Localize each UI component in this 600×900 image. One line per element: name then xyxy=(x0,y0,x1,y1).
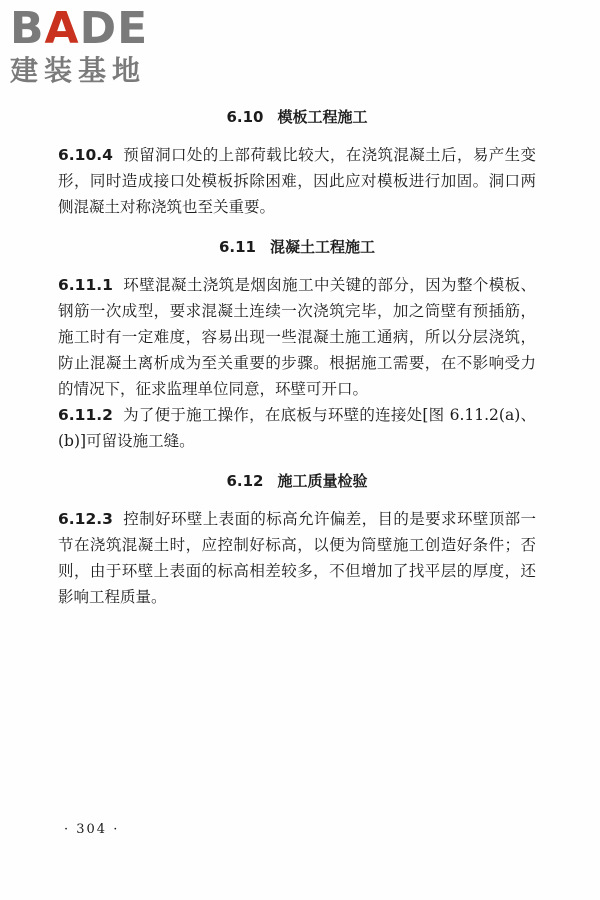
clause-6-11-2 xyxy=(58,402,536,454)
section-heading-6-11 xyxy=(58,236,536,258)
section-heading-6-10 xyxy=(58,106,536,128)
section-title-text: 模板工程施工 xyxy=(277,108,368,126)
section-heading-6-12 xyxy=(58,470,536,492)
clause-text: 为了便于施工操作，在底板与环壁的连接处[图 6.11.2(a)、(b)]可留设施工缝。 xyxy=(58,406,536,450)
page-number: · 304 · xyxy=(64,822,120,837)
section-number: 6.10 xyxy=(226,108,264,126)
logo-letters-de: DE xyxy=(79,3,149,54)
logo-letter-b: B xyxy=(10,3,45,54)
bade-logo xyxy=(10,3,175,87)
clause-6-12-3 xyxy=(58,506,536,610)
clause-number: 6.12.3 xyxy=(58,510,113,528)
clause-text: 预留洞口处的上部荷载比较大，在浇筑混凝土后，易产生变形，同时造成接口处模板拆除困难，因此应对模板进行加固。洞口两侧混凝土对称浇筑也至关重要。 xyxy=(58,146,536,216)
section-number: 6.12 xyxy=(226,472,264,490)
clause-number: 6.11.2 xyxy=(58,406,113,424)
section-title-text: 施工质量检验 xyxy=(277,472,368,490)
clause-number: 6.10.4 xyxy=(58,146,113,164)
clause-text: 环壁混凝土浇筑是烟囱施工中关键的部分，因为整个模板、钢筋一次成型，要求混凝土连续一次浇筑完毕，加之筒壁有预插筋，施工时有一定难度，容易出现一些混凝土施工通病，所以分层浇筑，防止混凝土离析成为至关重要的步骤。根据施工需要，在不影响受力的情况下，征求监理单位同意，环壁可开口。 xyxy=(58,276,536,398)
logo-wordmark xyxy=(10,3,149,54)
section-title-text: 混凝土工程施工 xyxy=(270,238,376,256)
document-body xyxy=(58,106,536,610)
logo-letter-a: A xyxy=(44,3,80,54)
clause-6-11-1 xyxy=(58,272,536,402)
clause-6-10-4 xyxy=(58,142,536,220)
clause-text: 控制好环壁上表面的标高允许偏差，目的是要求环壁顶部一节在浇筑混凝土时，应控制好标高，以便为筒壁施工创造好条件；否则，由于环壁上表面的标高相差较多，不但增加了找平层的厚度，还影响工程质量。 xyxy=(58,510,536,606)
section-number: 6.11 xyxy=(218,238,256,256)
clause-number: 6.11.1 xyxy=(58,276,113,294)
logo-subtitle: 建装基地 xyxy=(10,54,147,87)
